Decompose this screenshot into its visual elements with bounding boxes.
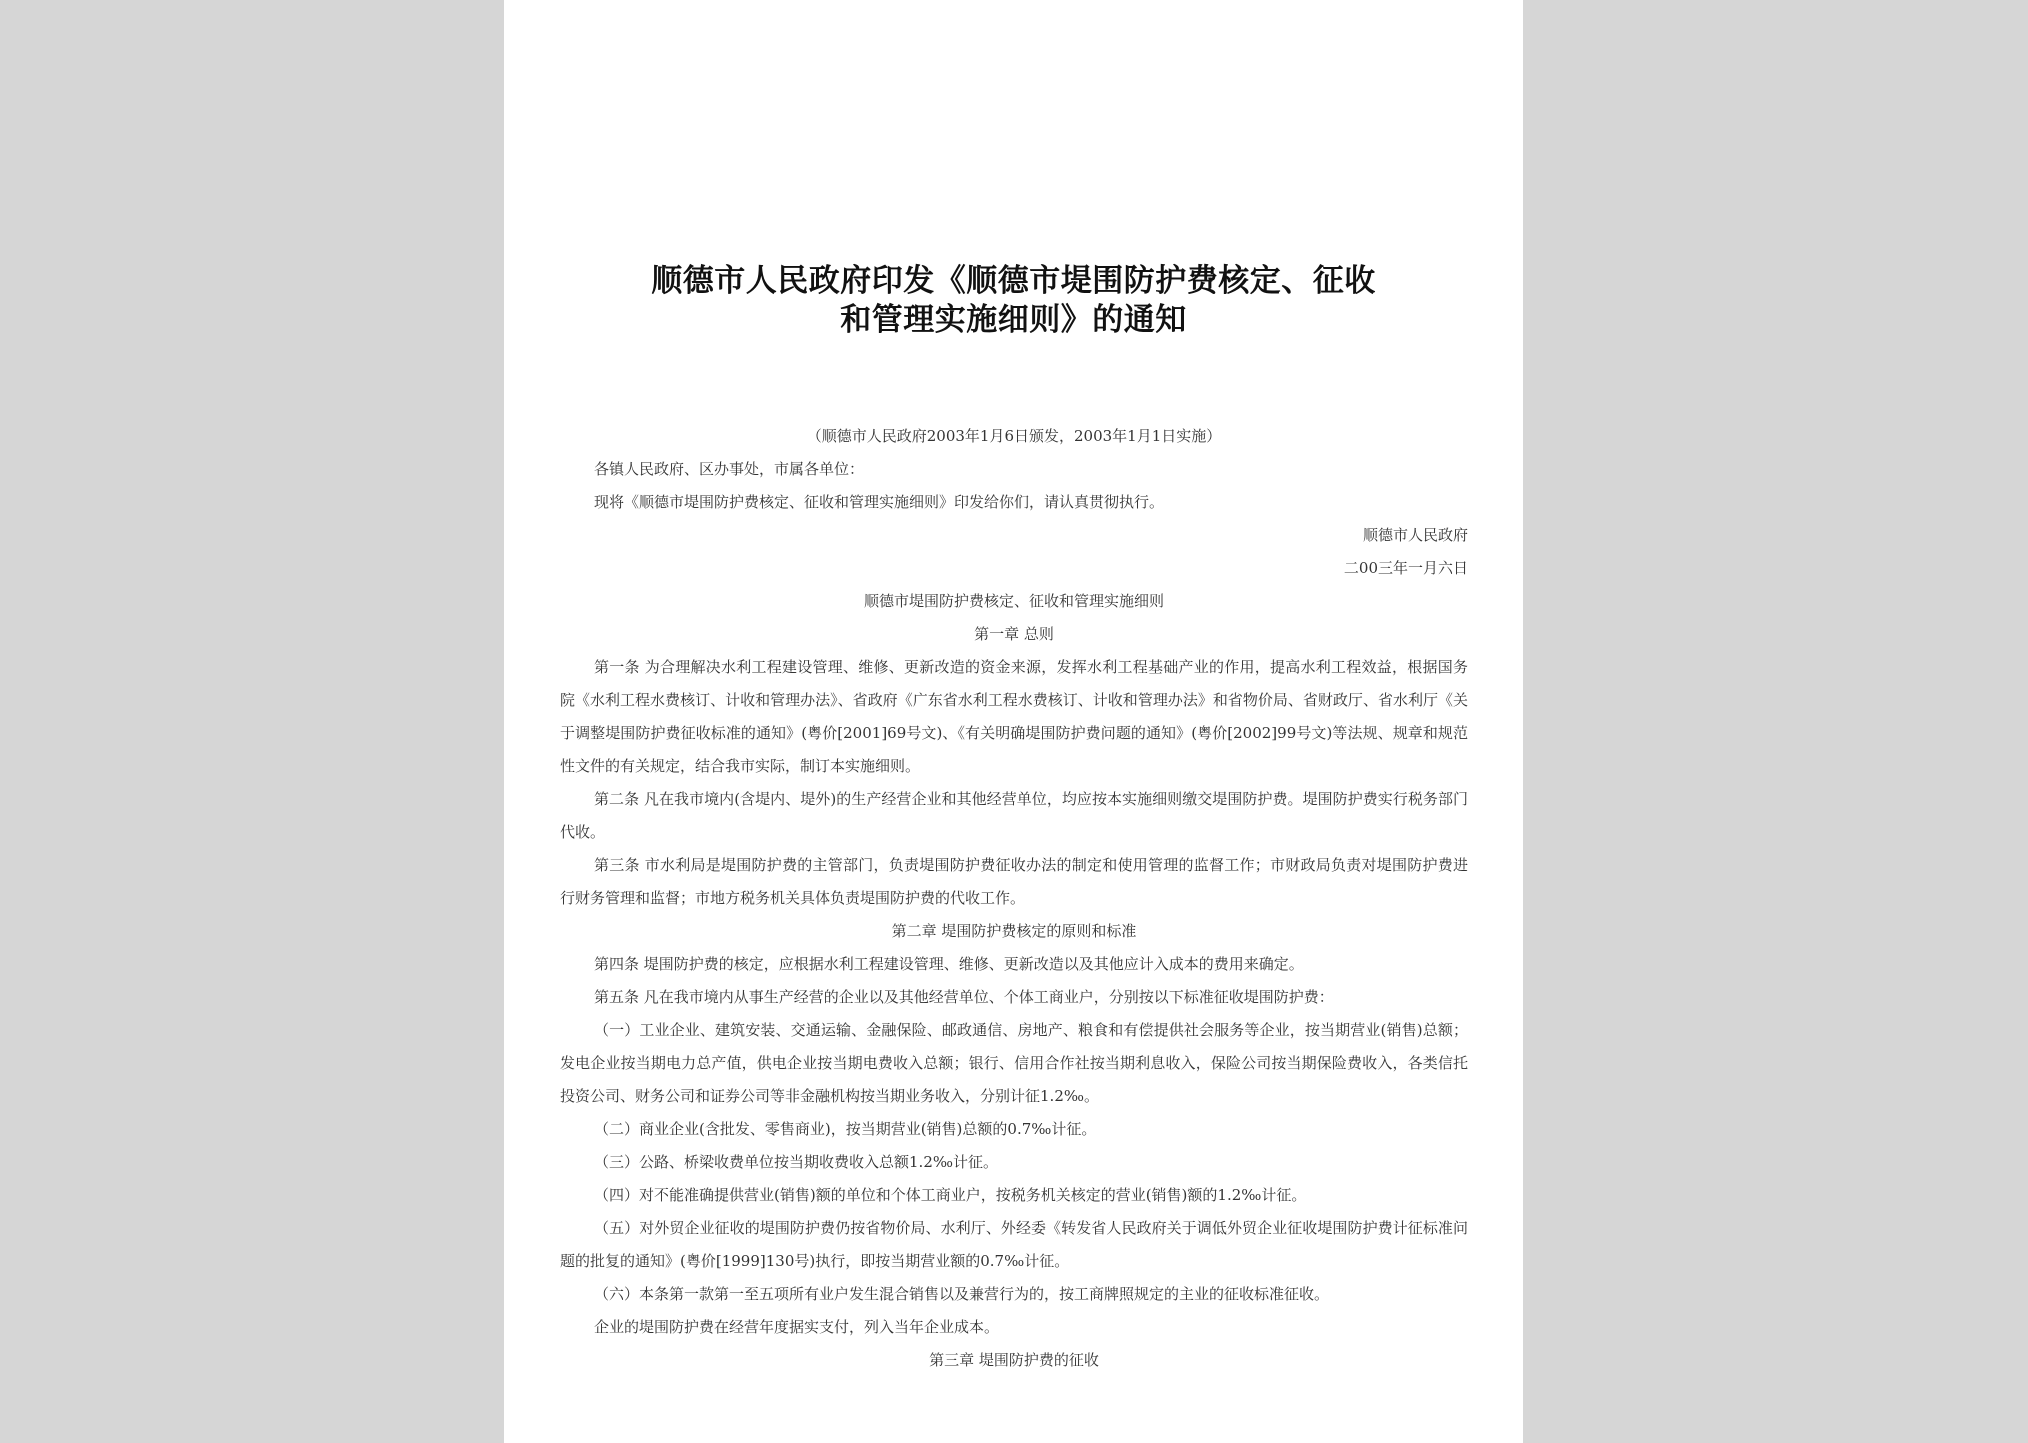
article-2: 第二条 凡在我市境内(含堤内、堤外)的生产经营企业和其他经营单位，均应按本实施细则缴交堤围防护费。堤围防护费实行税务部门代收。 <box>560 790 1468 841</box>
article-5-item-6: （六）本条第一款第一至五项所有业户发生混合销售以及兼营行为的，按工商牌照规定的主业的征收标准征收。 <box>594 1285 1330 1303</box>
article-5-item-2: （二）商业企业(含批发、零售商业)，按当期营业(销售)总额的0.7‰计征。 <box>594 1120 1097 1138</box>
issue-date: 二00三年一月六日 <box>1343 559 1468 577</box>
article-5-item-3: （三）公路、桥梁收费单位按当期收费收入总额1.2‰计征。 <box>594 1153 998 1171</box>
document-title <box>544 262 1483 340</box>
title-line-2: 和管理实施细则》的通知 <box>840 302 1187 338</box>
intro-paragraph: 现将《顺德市堤围防护费核定、征收和管理实施细则》印发给你们，请认真贯彻执行。 <box>594 493 1165 511</box>
addressee: 各镇人民政府、区办事处，市属各单位： <box>594 460 865 478</box>
title-line-1: 顺德市人民政府印发《顺德市堤围防护费核定、征收 <box>651 263 1376 299</box>
chapter-heading: 第一章 总则 <box>974 625 1054 643</box>
article-5: 第五条 凡在我市境内从事生产经营的企业以及其他经营单位、个体工商业户，分别按以下标准征收堤围防护费： <box>594 988 1334 1006</box>
rules-title: 顺德市堤围防护费核定、征收和管理实施细则 <box>863 592 1164 610</box>
document-body <box>560 420 1468 1377</box>
closing-paragraph: 企业的堤围防护费在经营年度据实支付，列入当年企业成本。 <box>594 1318 1000 1336</box>
article-5-item-1: （一）工业企业、建筑安装、交通运输、金融保险、邮政通信、房地产、粮食和有偿提供社会服务等企业，按当期营业(销售)总额；发电企业按当期电力总产值，供电企业按当期电费收入总额；银行、信用合作社按当期利息收入，保险公司按当期保险费收入，各类信托投资公司、财务公司和证券公司等非金融机构按当期业务收入，分别计征1.2‰。 <box>560 1021 1468 1105</box>
article-5-item-4: （四）对不能准确提供营业(销售)额的单位和个体工商业户，按税务机关核定的营业(销售)额的1.2‰计征。 <box>594 1186 1307 1204</box>
document-page <box>504 0 1523 1443</box>
chapter-heading: 第三章 堤围防护费的征收 <box>929 1351 1099 1369</box>
article-1: 第一条 为合理解决水利工程建设管理、维修、更新改造的资金来源，发挥水利工程基础产业的作用，提高水利工程效益，根据国务院《水利工程水费核订、计收和管理办法》、省政府《广东省水利工程水费核订、计收和管理办法》和省物价局、省财政厅、省水利厅《关于调整堤围防护费征收标准的通知》(粤价[2001]69号文)、《有关明确堤围防护费问题的通知》(粤价[2002]99号文)等法规、规章和规范性文件的有关规定，结合我市实际，制订本实施细则。 <box>560 658 1468 775</box>
article-4: 第四条 堤围防护费的核定，应根据水利工程建设管理、维修、更新改造以及其他应计入成本的费用来确定。 <box>594 955 1304 973</box>
chapter-heading: 第二章 堤围防护费核定的原则和标准 <box>891 922 1137 940</box>
issue-info: （顺德市人民政府2003年1月6日颁发，2003年1月1日实施） <box>806 427 1222 445</box>
article-3: 第三条 市水利局是堤围防护费的主管部门，负责堤围防护费征收办法的制定和使用管理的监督工作；市财政局负责对堤围防护费进行财务管理和监督；市地方税务机关具体负责堤围防护费的代收工作。 <box>560 856 1468 907</box>
signer: 顺德市人民政府 <box>1362 526 1468 544</box>
article-5-item-5: （五）对外贸企业征收的堤围防护费仍按省物价局、水利厅、外经委《转发省人民政府关于调低外贸企业征收堤围防护费计征标准问题的批复的通知》(粤价[1999]130号)执行，即按当期营业额的0.7‰计征。 <box>560 1219 1468 1270</box>
